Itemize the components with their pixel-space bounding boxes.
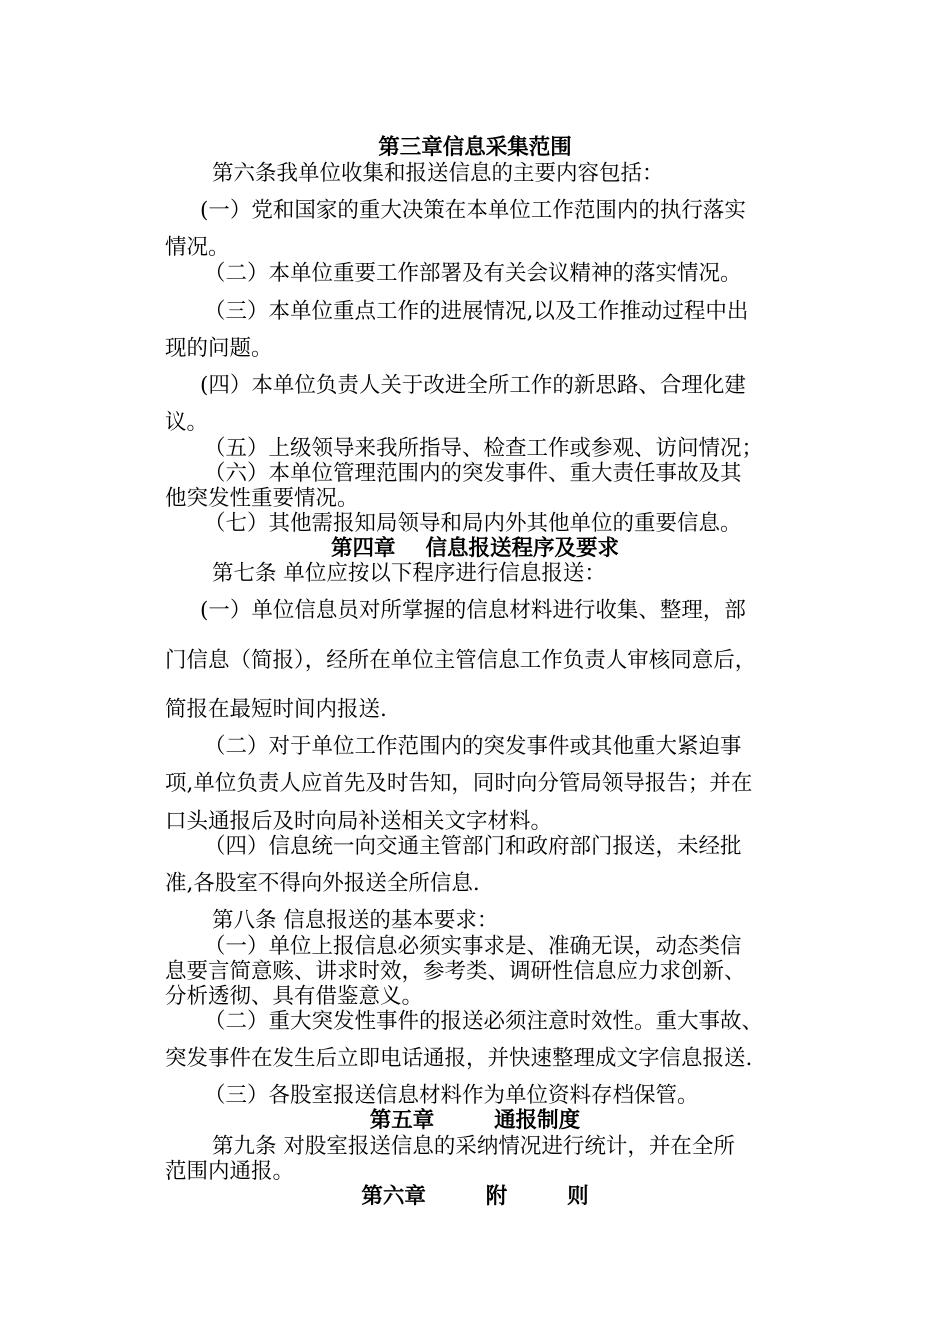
- article-8: 第八条 信息报送的基本要求：: [212, 908, 499, 933]
- procedure-2-line-1: （二）对于单位工作范围内的突发事件或其他重大紧迫事: [204, 734, 742, 759]
- requirement-1-line-1: （一）单位上报信息必须实事求是、准确无误，动态类信: [204, 934, 742, 959]
- requirement-2-line-2: 突发事件在发生后立即电话通报，并快速整理成文字信息报送.: [165, 1046, 753, 1071]
- article-7: 第七条 单位应按以下程序进行信息报送：: [212, 561, 606, 586]
- chapter-5-heading: 第五章 通报制度: [369, 1108, 581, 1133]
- item-3-line-2: 现的问题。: [165, 336, 273, 361]
- item-4-line-1: (四）本单位负责人关于改进全所工作的新思路、合理化建: [200, 373, 746, 398]
- procedure-4-line-1: （四）信息统一向交通主管部门和政府部门报送，未经批: [204, 834, 742, 859]
- requirement-2-line-1: （二）重大突发性事件的报送必须注意时效性。重大事故、: [204, 1009, 764, 1034]
- item-6-line-2: 他突发性重要情况。: [165, 486, 359, 511]
- procedure-2-line-3: 口头通报后及时向局补送相关文字材料。: [165, 809, 553, 834]
- article-9-line-1: 第九条 对股室报送信息的采纳情况进行统计，并在全所: [212, 1134, 735, 1159]
- item-1-line-1: (一）党和国家的重大决策在本单位工作范围内的执行落实: [200, 198, 746, 223]
- procedure-2-line-2: 项,单位负责人应首先及时告知，同时向分管局领导报告；并在: [165, 771, 753, 796]
- procedure-1-line-2: 门信息（简报），经所在单位主管信息工作负责人审核同意后，: [165, 648, 757, 673]
- chapter-3-heading: 第三章信息采集范围: [378, 135, 572, 160]
- item-4-line-2: 议。: [165, 410, 209, 435]
- article-6: 第六条我单位收集和报送信息的主要内容包括：: [212, 161, 664, 186]
- procedure-4-line-2: 准,各股室不得向外报送全所信息.: [165, 871, 480, 896]
- item-6-line-1: （六）本单位管理范围内的突发事件、重大责任事故及其: [204, 461, 742, 486]
- article-9-line-2: 范围内通报。: [165, 1159, 295, 1184]
- item-3-line-1: （三）本单位重点工作的进展情况,以及工作推动过程中出: [204, 299, 749, 324]
- requirement-1-line-3: 分析透彻、具有借鉴意义。: [165, 984, 424, 1009]
- item-7: （七）其他需报知局领导和局内外其他单位的重要信息。: [204, 511, 742, 536]
- item-2: （二）本单位重要工作部署及有关会议精神的落实情况。: [204, 261, 742, 286]
- chapter-4-heading: 第四章 信息报送程序及要求: [331, 536, 619, 561]
- procedure-1-line-3: 简报在最短时间内报送.: [165, 697, 387, 722]
- requirement-1-line-2: 息要言简意赅、讲求时效，参考类、调研性信息应力求创新、: [165, 959, 746, 984]
- item-1-line-2: 情况。: [165, 235, 230, 260]
- requirement-3: （三）各股室报送信息材料作为单位资料存档保管。: [204, 1083, 699, 1108]
- chapter-6-heading: 第六章 附 则: [361, 1184, 589, 1209]
- procedure-1-line-1: (一）单位信息员对所掌握的信息材料进行收集、整理，部: [200, 598, 746, 623]
- item-5: （五）上级领导来我所指导、检查工作或参观、访问情况；: [204, 436, 764, 461]
